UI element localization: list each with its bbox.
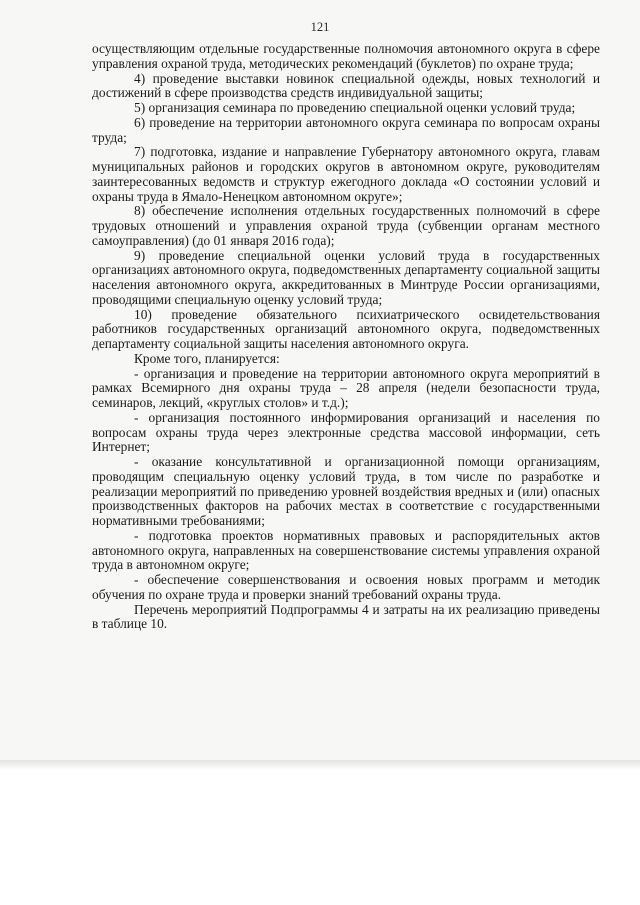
paragraph: 4) проведение выставки новинок специальной одежды, новых технологий и достижений в сфере производства средств индивидуальной защиты; <box>92 70 600 101</box>
paragraph: 7) подготовка, издание и направление Губернатору автономного округа, главам муниципальных районов и городских округов в автономном округе, руководителям заинтересованных ведомств и структур ежегодного доклада «О состоянии условий и охраны труда в Ямало-Ненецком автономном округе»; <box>92 144 600 204</box>
paragraph: Перечень мероприятий Подпрограммы 4 и затраты на их реализацию приведены в таблице 10. <box>92 601 600 632</box>
document-body <box>92 42 600 632</box>
list-item: - оказание консультативной и организационной помощи организациям, проводящим специальную оценку условий труда, в том числе по разработке и реализации мероприятий по приведению уровней воздействия вредных и (или) опасных производственных факторов на рабочих местах в соответствие с государственными нормативными требованиями; <box>92 454 600 528</box>
page-number: 121 <box>310 20 330 34</box>
list-item: - подготовка проектов нормативных правовых и распорядительных актов автономного округа, направленных на совершенствование системы управления охраной труда в автономном округе; <box>92 527 600 573</box>
list-item: - организация и проведение на территории автономного округа мероприятий в рамках Всемирного дня охраны труда – 28 апреля (недели безопасности труда, семинаров, лекций, «круглых столов» и т.д.); <box>92 365 600 410</box>
paragraph: 6) проведение на территории автономного округа семинара по вопросам охраны труда; <box>92 114 600 145</box>
paragraph: 8) обеспечение исполнения отдельных государственных полномочий в сфере трудовых отношений и управления охраной труда (субвенции органам местного самоуправления) (до 01 января 2016 года); <box>92 203 600 248</box>
paragraph: 10) проведение обязательного психиатрического освидетельствования работников государственных организаций автономного округа, подведомственных департаменту социальной защиты населения автономного округа. <box>92 306 600 351</box>
paragraph: 9) проведение специальной оценки условий труда в государственных организациях автономного округа, подведомственных департаменту социальной защиты населения автономного округа, аккредитованных в Минтруде России организациями, проводящими специальную оценку условий труда; <box>92 247 600 307</box>
page-edge-shadow <box>0 760 640 770</box>
paragraph: Кроме того, планируется: <box>134 350 280 366</box>
list-item: - организация постоянного информирования организаций и населения по вопросам охраны труда через электронные средства массовой информации, сеть Интернет; <box>92 409 600 455</box>
list-item: - обеспечение совершенствования и освоения новых программ и методик обучения по охране труда и проверки знаний требований охраны труда. <box>92 572 600 602</box>
paragraph: осуществляющим отдельные государственные полномочия автономного округа в сфере управления охраной труда, методических рекомендаций (буклетов) по охране труда; <box>92 41 600 71</box>
paragraph: 5) организация семинара по проведению специальной оценки условий труда; <box>134 100 576 115</box>
